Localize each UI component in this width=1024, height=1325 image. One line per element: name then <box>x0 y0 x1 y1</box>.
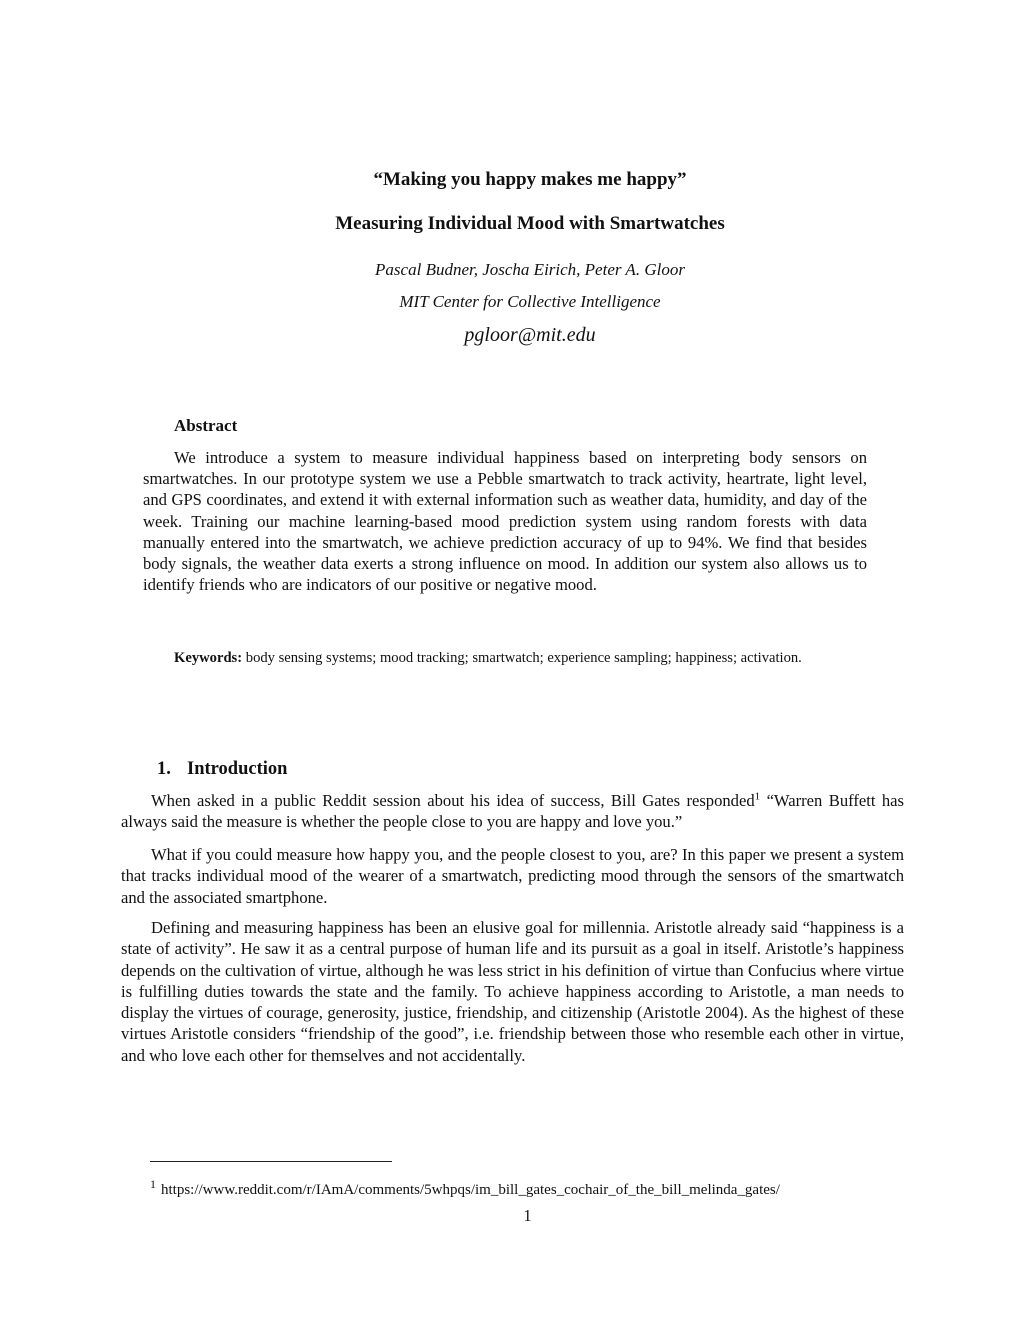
intro-paragraph-1-quote: “Warren Buffett has always said the measure is whether the people close to you are happy and love you.” <box>121 791 905 832</box>
section-number: 1. <box>157 759 171 779</box>
footnote-mark: 1 <box>150 1177 156 1191</box>
contact-email: pgloor@mit.edu <box>464 324 596 346</box>
section-title: Introduction <box>187 759 288 779</box>
footnote <box>150 1177 780 1200</box>
abstract-heading: Abstract <box>174 416 238 435</box>
intro-paragraph-2: What if you could measure how happy you, and the people closest to you, are? In this paper we present a system that tracks individual mood of the wearer of a smartwatch, predicting mood through the sensors of the smartwatch and the associated smartphone. <box>121 845 904 907</box>
intro-paragraph-3: Defining and measuring happiness has been an elusive goal for millennia. Aristotle already said “happiness is a state of activity”. He saw it as a central purpose of human life and its pursuit as a goal in itself. Aristotle’s happiness depends on the cultivation of virtue, although he was less strict in his definition of virtue than Confucius where virtue is fulfilling duties towards the state and the family. To achieve happiness according to Aristotle, a man needs to display the virtues of courage, generosity, justice, friendship, and citizenship (Aristotle 2004). As the highest of these virtues Aristotle considers “friendship of the good”, i.e. friendship between those who resemble each other in virtue, and who love each other for themselves and not accidentally. <box>121 918 904 1065</box>
keywords-text: body sensing systems; mood tracking; smartwatch; experience sampling; happiness; activation. <box>245 650 802 666</box>
paper-subtitle: Measuring Individual Mood with Smartwatches <box>335 213 725 234</box>
page-number: 1 <box>523 1206 532 1225</box>
intro-paragraph-1-text: When asked in a public Reddit session about his idea of success, Bill Gates responded <box>151 791 755 810</box>
section-heading-introduction <box>157 757 287 781</box>
keywords-block <box>143 649 873 668</box>
footnote-divider <box>150 1161 392 1162</box>
author-list: Pascal Budner, Joscha Eirich, Peter A. Gloor <box>375 260 685 279</box>
abstract-body: We introduce a system to measure individual happiness based on interpreting body sensors on smartwatches. In our prototype system we use a Pebble smartwatch to track activity, heartrate, light level, and GPS coordinates, and extend it with external information such as weather data, humidity, and day of the week. Training our machine learning-based mood prediction system using random forests with data manually entered into the smartwatch, we achieve prediction accuracy of up to 94%. We find that besides body signals, the weather data exerts a strong influence on mood. In addition our system also allows us to identify friends who are indicators of our positive or negative mood. <box>143 448 867 595</box>
keywords-label: Keywords: <box>174 650 243 666</box>
affiliation: MIT Center for Collective Intelligence <box>399 292 661 311</box>
paper-title: “Making you happy makes me happy” <box>373 169 687 190</box>
intro-paragraph-1 <box>121 790 904 833</box>
footnote-reference[interactable]: 1 <box>754 790 761 803</box>
footnote-url[interactable]: https://www.reddit.com/r/IAmA/comments/5whpqs/im_bill_gates_cochair_of_the_bill_melinda_gates/ <box>161 1182 780 1198</box>
